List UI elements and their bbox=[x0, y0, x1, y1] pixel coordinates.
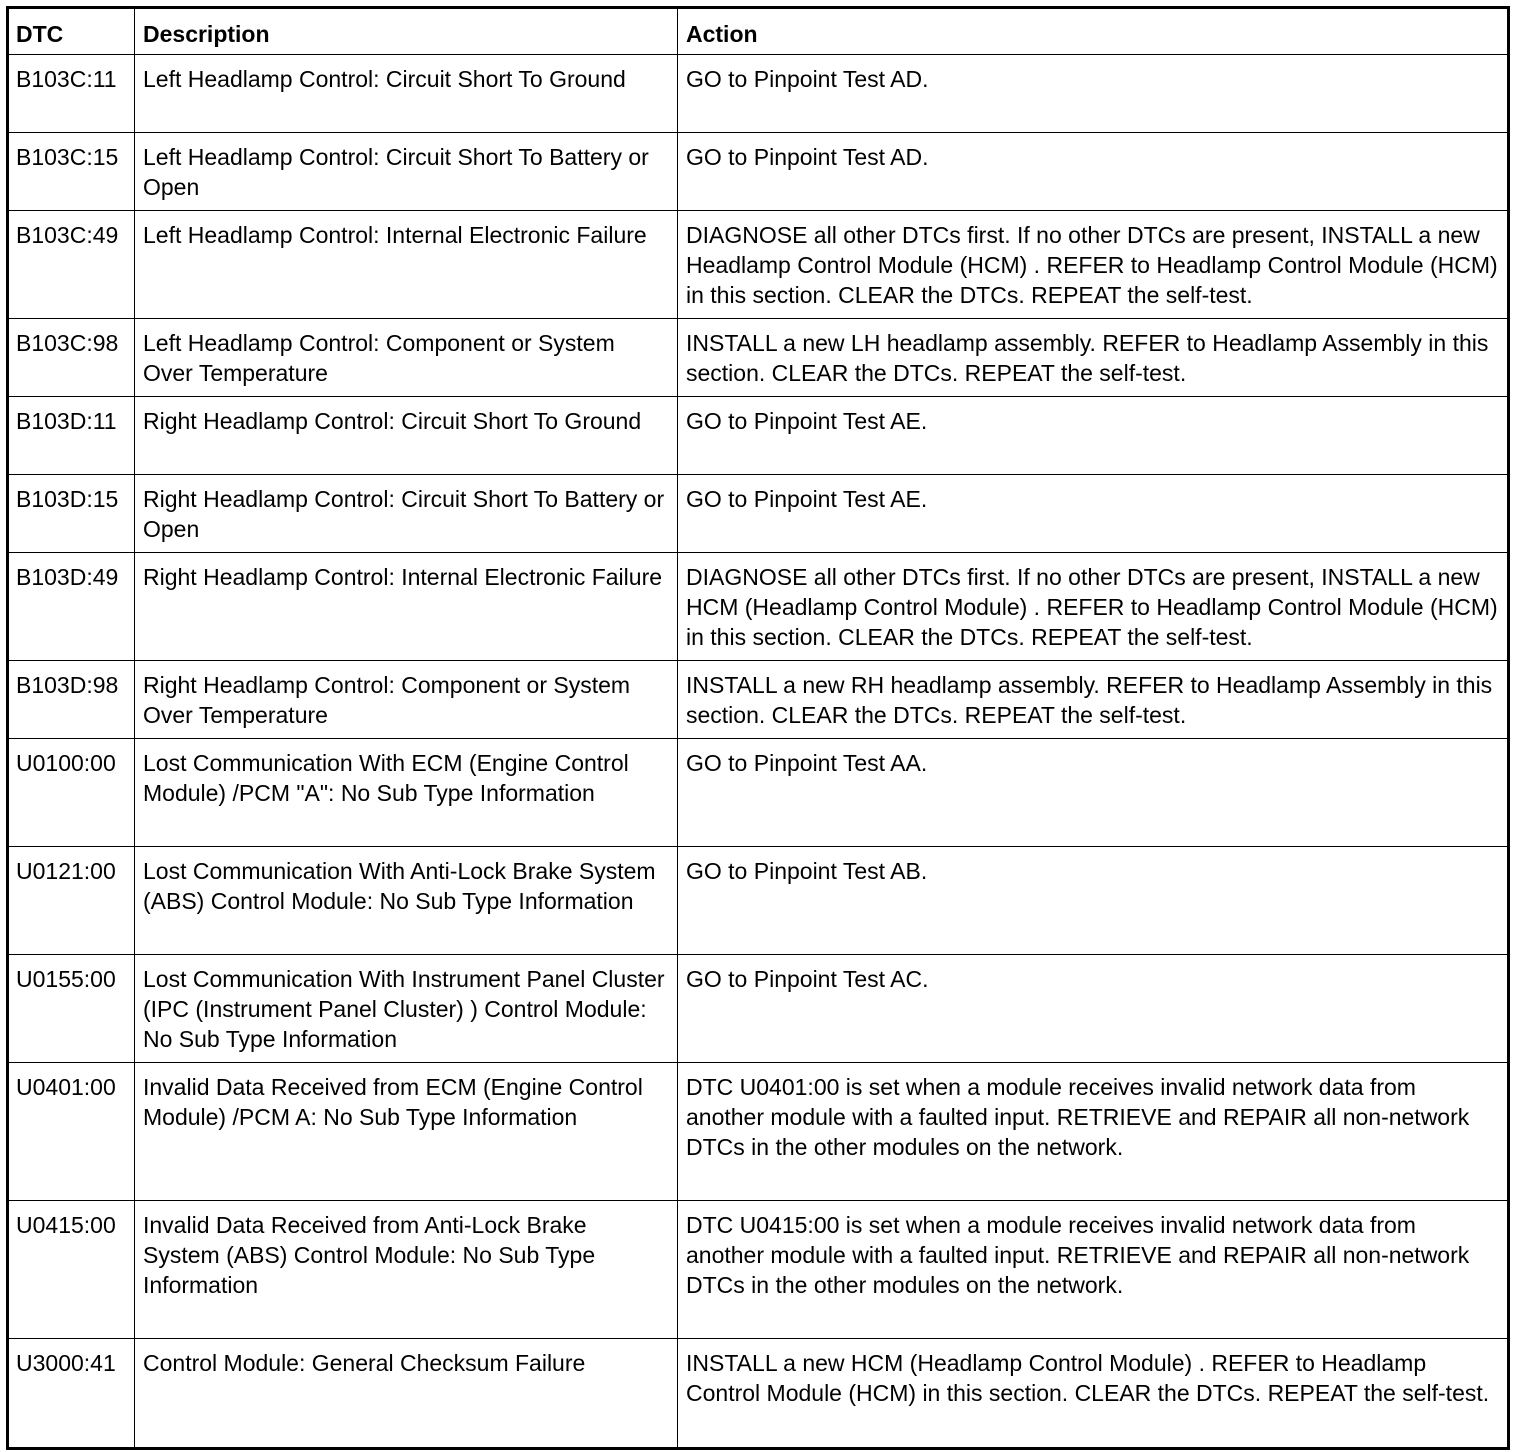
dtc-code: B103D:15 bbox=[8, 475, 135, 553]
dtc-action: DIAGNOSE all other DTCs first. If no other DTCs are present, INSTALL a new Headlamp Control Module (HCM) . REFER to Headlamp Control Module (HCM) in this section. CLEAR the DTCs. REPEAT the self-test. bbox=[678, 211, 1509, 319]
table-row bbox=[8, 55, 1509, 133]
table-row bbox=[8, 211, 1509, 319]
header-action: Action bbox=[678, 8, 1509, 55]
dtc-description: Lost Communication With Anti-Lock Brake System (ABS) Control Module: No Sub Type Information bbox=[135, 847, 678, 955]
dtc-action: INSTALL a new HCM (Headlamp Control Module) . REFER to Headlamp Control Module (HCM) in this section. CLEAR the DTCs. REPEAT the self-test. bbox=[678, 1339, 1509, 1449]
dtc-description: Left Headlamp Control: Internal Electronic Failure bbox=[135, 211, 678, 319]
dtc-action: DTC U0401:00 is set when a module receives invalid network data from another module with a faulted input. RETRIEVE and REPAIR all non-network DTCs in the other modules on the network. bbox=[678, 1063, 1509, 1201]
dtc-code: U0155:00 bbox=[8, 955, 135, 1063]
dtc-code: U3000:41 bbox=[8, 1339, 135, 1449]
table-row bbox=[8, 553, 1509, 661]
dtc-description: Lost Communication With Instrument Panel Cluster (IPC (Instrument Panel Cluster) ) Control Module: No Sub Type Information bbox=[135, 955, 678, 1063]
table-row bbox=[8, 1201, 1509, 1339]
table-row bbox=[8, 475, 1509, 553]
table-row bbox=[8, 739, 1509, 847]
dtc-action: GO to Pinpoint Test AA. bbox=[678, 739, 1509, 847]
dtc-description: Invalid Data Received from ECM (Engine Control Module) /PCM A: No Sub Type Information bbox=[135, 1063, 678, 1201]
table-row bbox=[8, 955, 1509, 1063]
dtc-description: Invalid Data Received from Anti-Lock Brake System (ABS) Control Module: No Sub Type Information bbox=[135, 1201, 678, 1339]
dtc-code: B103C:15 bbox=[8, 133, 135, 211]
dtc-code: U0121:00 bbox=[8, 847, 135, 955]
dtc-action: GO to Pinpoint Test AD. bbox=[678, 133, 1509, 211]
dtc-code: B103C:49 bbox=[8, 211, 135, 319]
table-row bbox=[8, 319, 1509, 397]
dtc-description: Right Headlamp Control: Circuit Short To Ground bbox=[135, 397, 678, 475]
dtc-description: Left Headlamp Control: Circuit Short To Ground bbox=[135, 55, 678, 133]
dtc-code: U0100:00 bbox=[8, 739, 135, 847]
table-row bbox=[8, 397, 1509, 475]
header-description: Description bbox=[135, 8, 678, 55]
table-row bbox=[8, 1063, 1509, 1201]
header-dtc: DTC bbox=[8, 8, 135, 55]
dtc-description: Left Headlamp Control: Circuit Short To Battery or Open bbox=[135, 133, 678, 211]
header-row bbox=[8, 8, 1509, 55]
dtc-description: Right Headlamp Control: Circuit Short To Battery or Open bbox=[135, 475, 678, 553]
dtc-code: U0415:00 bbox=[8, 1201, 135, 1339]
dtc-code: B103C:98 bbox=[8, 319, 135, 397]
dtc-code: B103D:49 bbox=[8, 553, 135, 661]
dtc-code: B103D:98 bbox=[8, 661, 135, 739]
dtc-description: Right Headlamp Control: Internal Electronic Failure bbox=[135, 553, 678, 661]
dtc-description: Right Headlamp Control: Component or System Over Temperature bbox=[135, 661, 678, 739]
dtc-description: Lost Communication With ECM (Engine Control Module) /PCM "A": No Sub Type Information bbox=[135, 739, 678, 847]
dtc-action: GO to Pinpoint Test AC. bbox=[678, 955, 1509, 1063]
dtc-action: GO to Pinpoint Test AE. bbox=[678, 397, 1509, 475]
dtc-description: Control Module: General Checksum Failure bbox=[135, 1339, 678, 1449]
dtc-code: B103C:11 bbox=[8, 55, 135, 133]
dtc-action: GO to Pinpoint Test AD. bbox=[678, 55, 1509, 133]
dtc-action: INSTALL a new RH headlamp assembly. REFER to Headlamp Assembly in this section. CLEAR the DTCs. REPEAT the self-test. bbox=[678, 661, 1509, 739]
dtc-code: B103D:11 bbox=[8, 397, 135, 475]
dtc-action: GO to Pinpoint Test AE. bbox=[678, 475, 1509, 553]
table-row bbox=[8, 1339, 1509, 1449]
dtc-code: U0401:00 bbox=[8, 1063, 135, 1201]
table-row bbox=[8, 133, 1509, 211]
dtc-table bbox=[6, 6, 1510, 1450]
dtc-action: GO to Pinpoint Test AB. bbox=[678, 847, 1509, 955]
dtc-action: DTC U0415:00 is set when a module receives invalid network data from another module with a faulted input. RETRIEVE and REPAIR all non-network DTCs in the other modules on the network. bbox=[678, 1201, 1509, 1339]
dtc-action: DIAGNOSE all other DTCs first. If no other DTCs are present, INSTALL a new HCM (Headlamp Control Module) . REFER to Headlamp Control Module (HCM) in this section. CLEAR the DTCs. REPEAT the self-test. bbox=[678, 553, 1509, 661]
table-row bbox=[8, 847, 1509, 955]
table-row bbox=[8, 661, 1509, 739]
dtc-description: Left Headlamp Control: Component or System Over Temperature bbox=[135, 319, 678, 397]
dtc-action: INSTALL a new LH headlamp assembly. REFER to Headlamp Assembly in this section. CLEAR the DTCs. REPEAT the self-test. bbox=[678, 319, 1509, 397]
